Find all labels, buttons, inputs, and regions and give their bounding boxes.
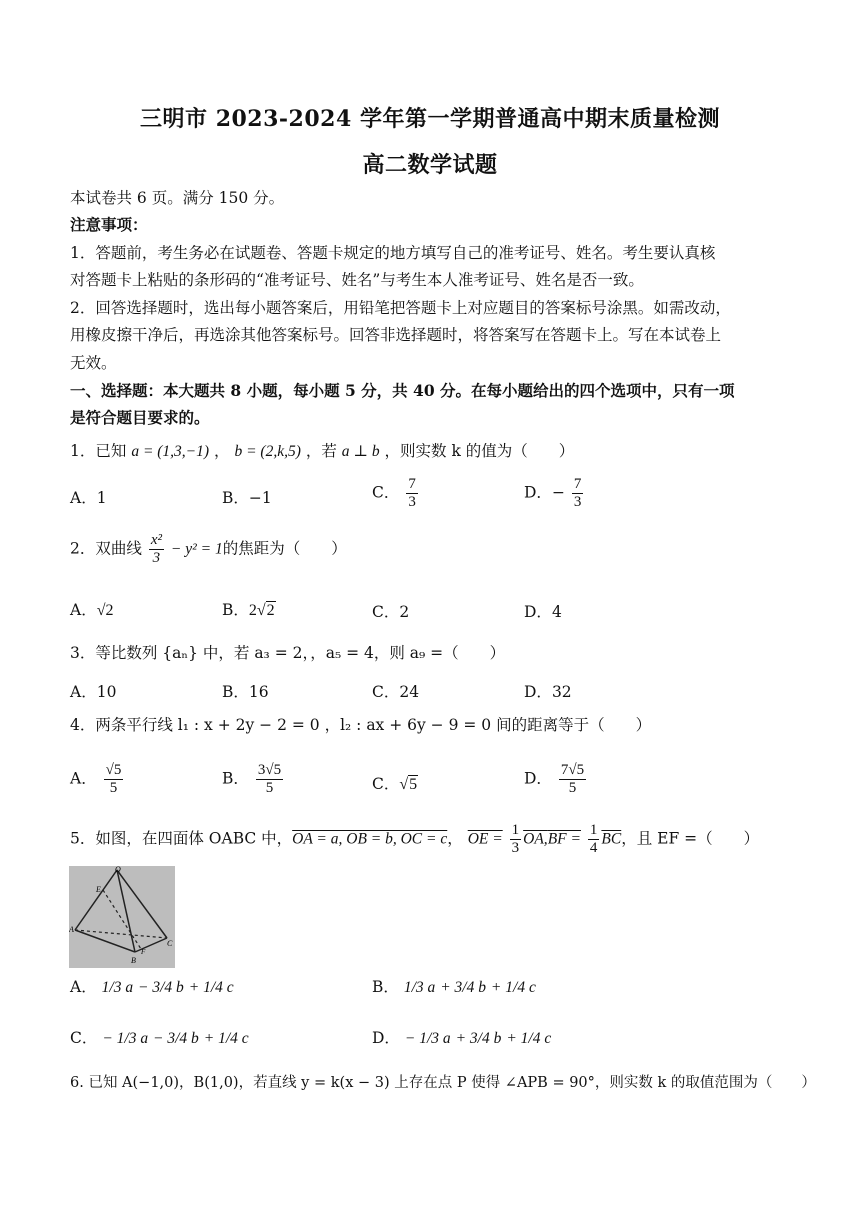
- q2-option-d-value: 4: [551, 603, 562, 621]
- q5-a-term-2: − 3/4 b: [138, 979, 184, 996]
- q2-option-a-value: √2: [96, 602, 114, 619]
- q1-sep: ，: [214, 442, 230, 460]
- q5-vector-defs: OA = a, OB = b, OC = c: [292, 830, 448, 848]
- q5-option-d: [372, 1026, 551, 1048]
- q1-option-a-value: 1: [96, 489, 107, 507]
- option-label: A．: [70, 978, 97, 996]
- q5-oe: OE =: [467, 830, 503, 848]
- option-label: A．: [70, 489, 97, 507]
- q4-option-a-fraction: $\frac{√5}{5}$: [105, 762, 122, 796]
- q1-prefix: 1．已知: [70, 442, 127, 460]
- q2-prefix: 2．双曲线: [70, 539, 142, 558]
- q5-c-term-3: + 1/4 c: [203, 1030, 249, 1047]
- q5-suffix: ，且 EF =（ ）: [621, 829, 760, 848]
- option-label: B．: [222, 489, 249, 507]
- q1-option-d: [524, 476, 585, 511]
- exam-subtitle: 高二数学试题: [362, 152, 498, 178]
- q5-bc: $\overline{BC}$: [601, 830, 622, 848]
- q5-oa: OA,: [523, 830, 548, 848]
- option-label: D．: [524, 483, 552, 502]
- q5-bf-fraction: $\frac{1}{4}$: [589, 822, 598, 856]
- q2-option-b-coef: 2: [248, 602, 257, 619]
- q5-a-term-1: 1/3 a: [101, 979, 134, 996]
- section-1-line-1: 一、选择题：本大题共 8 小题，每小题 5 分，共 40 分。在每小题给出的四个选项中，只有一项: [70, 381, 735, 400]
- q5-d-term-2: + 3/4 b: [455, 1030, 502, 1047]
- option-label: A．: [70, 683, 97, 701]
- section-1-line-2: 是符合题目要求的。: [70, 408, 210, 427]
- q1-option-d-fraction: $\frac{7}{3}$: [573, 476, 582, 510]
- q1-option-b: [222, 486, 272, 508]
- q2-option-b-rad: 2: [266, 602, 275, 619]
- q5-c-term-2: − 3/4 b: [153, 1030, 199, 1047]
- q5-a-term-3: + 1/4 c: [188, 979, 234, 996]
- q5-option-b: [372, 975, 536, 997]
- q3-option-b: [222, 680, 269, 702]
- question-1: [70, 438, 574, 465]
- q5-option-c: [70, 1026, 249, 1048]
- note-2-line-1: 2．回答选择题时，选出每小题答案后，用铅笔把答题卡上对应题目的答案标号涂黑。如需改动，: [70, 299, 731, 317]
- exam-title: 三明市 2023-2024 学年第一学期普通高中期末质量检测: [140, 106, 720, 132]
- question-4: 4．两条平行线 l₁ : x + 2y − 2 = 0 ，l₂ : ax + 6y − 9 = 0 间的距离等于（ ）: [70, 716, 652, 734]
- q2-suffix: 的焦距为（ ）: [222, 539, 347, 558]
- option-label: C．: [70, 1029, 98, 1047]
- q2-option-b: B．2√2: [222, 601, 275, 619]
- option-label: B．: [222, 683, 249, 701]
- q5-sep: ，: [447, 829, 463, 848]
- q4-option-c-rad: 5: [409, 776, 418, 793]
- option-label: D．: [524, 603, 552, 621]
- note-2-line-2: 用橡皮擦干净后，再选涂其他答案标号。回答非选择题时，将答案写在答题卡上。写在本试卷上: [70, 326, 722, 344]
- page-count-text: 本试卷共 6 页。满分 150 分。: [70, 189, 285, 207]
- label-b: B: [131, 956, 136, 965]
- q5-c-term-1: − 1/3 a: [102, 1030, 149, 1047]
- q1-cond: ，若: [305, 442, 337, 460]
- option-label: B．: [222, 601, 249, 619]
- label-e: E: [96, 885, 101, 894]
- q1-vector-a: a = (1,3,−1): [131, 443, 210, 460]
- q5-bf: BF =: [547, 830, 581, 848]
- q5-option-a: [70, 975, 234, 997]
- option-label: B．: [372, 978, 399, 996]
- label-o: O: [115, 866, 121, 874]
- question-5: [70, 822, 759, 857]
- question-3: 3．等比数列 {aₙ} 中，若 a₃ = 2，，a₅ = 4，则 a₉ =（ ）: [70, 644, 506, 662]
- q2-option-c-value: 2: [399, 603, 410, 621]
- note-1-line-1: 1．答题前，考生务必在试题卷、答题卡规定的地方填写自己的准考证号、姓名。考生要认真核: [70, 244, 716, 262]
- q4-option-d: [524, 762, 588, 797]
- q1-option-d-sign: −: [551, 483, 565, 502]
- q5-d-term-1: − 1/3 a: [404, 1030, 451, 1047]
- question-6: 6. 已知 A(−1,0)，B(1,0)，若直线 y = k(x − 3) 上存在点 P 使得 ∠APB = 90°，则实数 k 的取值范围为（ ）: [70, 1075, 816, 1091]
- q4-option-a: [70, 762, 125, 797]
- q3-option-b-value: 16: [248, 683, 269, 701]
- q3-option-c: [372, 680, 419, 702]
- option-label: B．: [222, 769, 249, 788]
- q4-option-b-fraction: $\frac{3√5}{5}$: [257, 762, 282, 796]
- q2-option-a: [70, 598, 113, 620]
- option-label: C．: [372, 775, 400, 793]
- label-c: C: [167, 939, 173, 948]
- q2-option-c: [372, 600, 409, 622]
- q2-equation-rest: − y² = 1: [170, 540, 223, 558]
- q2-option-d: [524, 600, 562, 622]
- option-label: A．: [70, 601, 97, 619]
- option-label: C．: [372, 603, 400, 621]
- q5-d-term-3: + 1/4 c: [506, 1030, 552, 1047]
- q2-fraction: $\frac{\text{x²}}{3}$: [150, 532, 162, 566]
- q5-oe-fraction: $\frac{1}{3}$: [511, 822, 520, 856]
- q1-option-b-value: −1: [248, 489, 272, 507]
- option-label: D．: [372, 1029, 400, 1047]
- q3-option-c-value: 24: [399, 683, 420, 701]
- option-label: D．: [524, 683, 552, 701]
- note-1-line-2: 对答题卡上粘贴的条形码的“准考证号、姓名”与考生本人准考证号、姓名是否一致。: [70, 271, 644, 289]
- q4-option-b: [222, 762, 285, 797]
- question-2: [70, 532, 347, 567]
- q3-option-d: [524, 680, 572, 702]
- tetrahedron-diagram: [69, 866, 175, 968]
- note-2-line-3: 无效。: [70, 354, 117, 372]
- q1-option-a: [70, 486, 107, 508]
- q1-option-c: [372, 476, 420, 511]
- q5-b-term-2: + 3/4 b: [440, 979, 486, 996]
- option-label: C．: [372, 483, 400, 502]
- option-label: A．: [70, 769, 97, 788]
- q5-prefix: 5．如图，在四面体 OABC 中，: [70, 829, 293, 848]
- notes-heading: 注意事项：: [70, 215, 148, 234]
- option-label: C．: [372, 683, 400, 701]
- q4-option-d-fraction: $\frac{7√5}{5}$: [560, 762, 585, 796]
- q3-option-a-value: 10: [96, 683, 117, 701]
- q1-vector-b: b = (2,k,5): [234, 443, 301, 460]
- label-f: F: [141, 948, 146, 956]
- label-a: A: [69, 925, 74, 934]
- tetrahedron-figure: [69, 866, 175, 968]
- q4-option-c: C．√5: [372, 775, 418, 793]
- q5-b-term-1: 1/3 a: [403, 979, 436, 996]
- q3-option-d-value: 32: [551, 683, 572, 701]
- q1-suffix: ，则实数 k 的值为（ ）: [384, 442, 575, 460]
- option-label: D．: [524, 769, 552, 788]
- q5-b-term-3: + 1/4 c: [490, 979, 536, 996]
- q3-option-a: [70, 680, 116, 702]
- q1-option-c-fraction: $\frac{7}{3}$: [408, 476, 416, 510]
- q1-perp: a ⊥ b: [341, 443, 380, 460]
